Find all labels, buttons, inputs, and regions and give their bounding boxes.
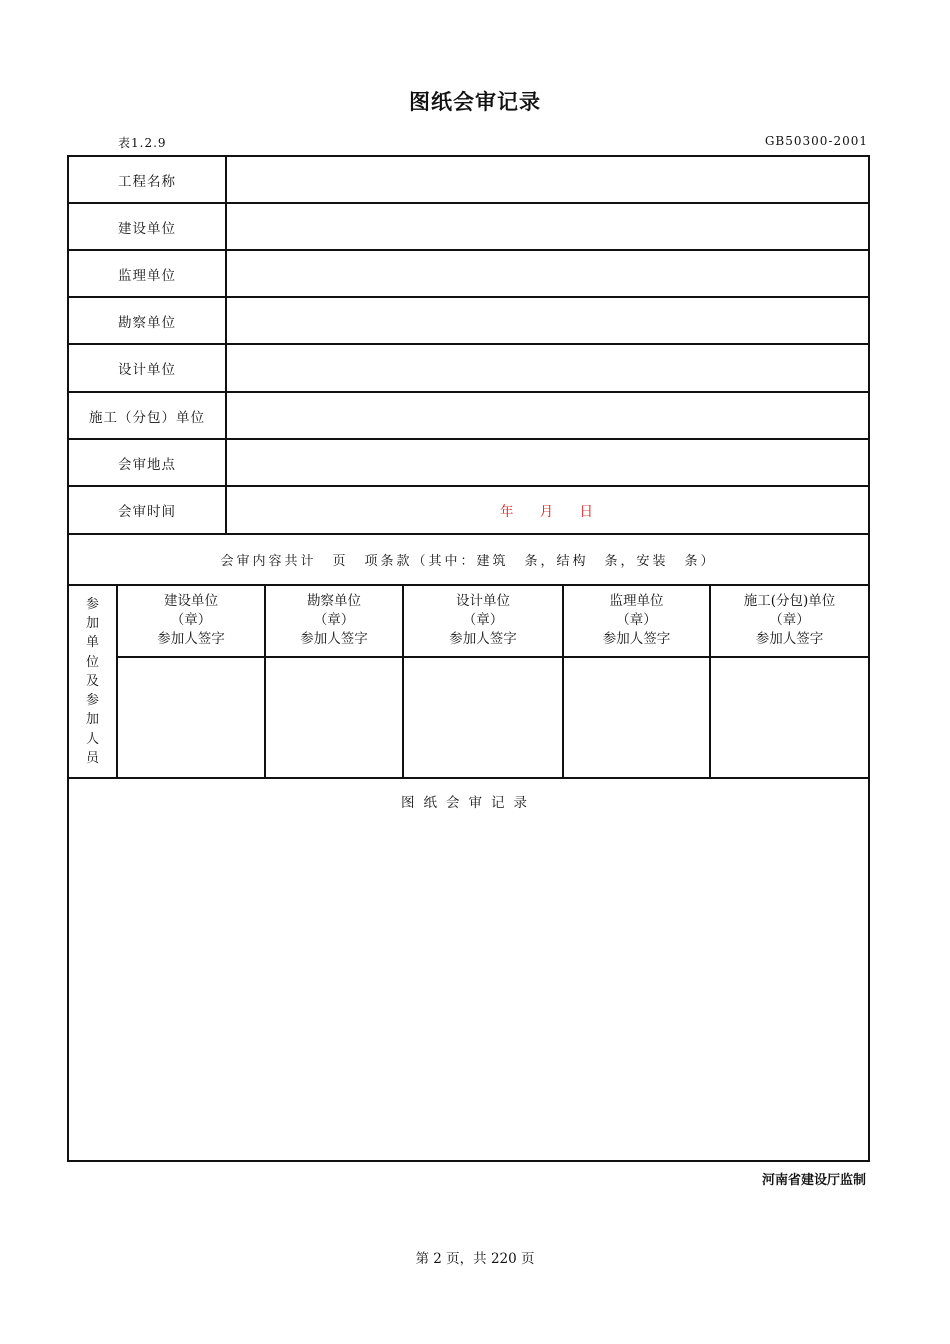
participant-col-header: 监理单位 （章） 参加人签字 (564, 586, 709, 658)
signature-cell[interactable] (118, 658, 264, 777)
participants-section (69, 586, 868, 779)
field-value-survey-unit[interactable] (227, 298, 868, 343)
field-label: 施工（分包）单位 (89, 409, 205, 426)
field-label: 会审时间 (118, 504, 176, 520)
field-row-design-unit (69, 345, 868, 393)
field-row-construction-unit (69, 204, 868, 251)
signature-cell[interactable] (711, 658, 868, 777)
field-row-supervision-unit (69, 251, 868, 298)
review-summary-row (69, 535, 868, 586)
signature-cell[interactable] (404, 658, 562, 777)
field-row-contractor-unit (69, 393, 868, 440)
standard-code: GB50300-2001 (764, 134, 868, 148)
signature-cell[interactable] (564, 658, 709, 777)
review-record-title: 图纸会审记录 (401, 795, 536, 811)
participants-side-label: 参 加 单 位 及 参 加 人 员 (69, 586, 118, 777)
field-row-survey-unit (69, 298, 868, 345)
field-label: 工程名称 (118, 173, 176, 190)
document-title: 图纸会审记录 (409, 90, 541, 114)
field-label: 设计单位 (118, 362, 176, 378)
participant-col-supervision (564, 586, 711, 777)
field-row-review-time (69, 487, 868, 535)
field-value-project-name[interactable] (227, 157, 868, 202)
issuer-note: 河南省建设厅监制 (761, 1173, 866, 1188)
field-label: 会审地点 (118, 456, 176, 473)
page-number: 第 2 页，共 220 页 (415, 1251, 535, 1267)
participant-col-construction (118, 586, 266, 777)
review-summary-text: 会审内容共计 页 项条款（其中：建筑 条，结构 条，安装 条） (220, 554, 717, 569)
field-value-contractor-unit[interactable] (227, 393, 868, 438)
field-value-review-location[interactable] (227, 440, 868, 485)
participant-col-header: 勘察单位 （章） 参加人签字 (266, 586, 402, 658)
review-form-table (67, 155, 870, 1162)
field-value-construction-unit[interactable] (227, 204, 868, 249)
participant-col-header: 设计单位 （章） 参加人签字 (404, 586, 562, 658)
field-row-review-location (69, 440, 868, 487)
field-label: 勘察单位 (118, 314, 176, 331)
field-row-project-name (69, 157, 868, 204)
form-code: 表1.2.9 (118, 136, 167, 150)
review-date-value[interactable]: 年 月 日 (499, 504, 596, 520)
participant-col-header: 建设单位 （章） 参加人签字 (118, 586, 264, 658)
participant-col-design (404, 586, 564, 777)
field-value-supervision-unit[interactable] (227, 251, 868, 296)
review-record-area[interactable] (69, 779, 868, 1160)
field-value-design-unit[interactable] (227, 345, 868, 391)
field-label: 建设单位 (118, 220, 176, 237)
participant-col-contractor (711, 586, 868, 777)
field-label: 监理单位 (118, 267, 176, 284)
participant-col-header: 施工(分包)单位 （章） 参加人签字 (711, 586, 868, 658)
signature-cell[interactable] (266, 658, 402, 777)
participant-col-survey (266, 586, 404, 777)
